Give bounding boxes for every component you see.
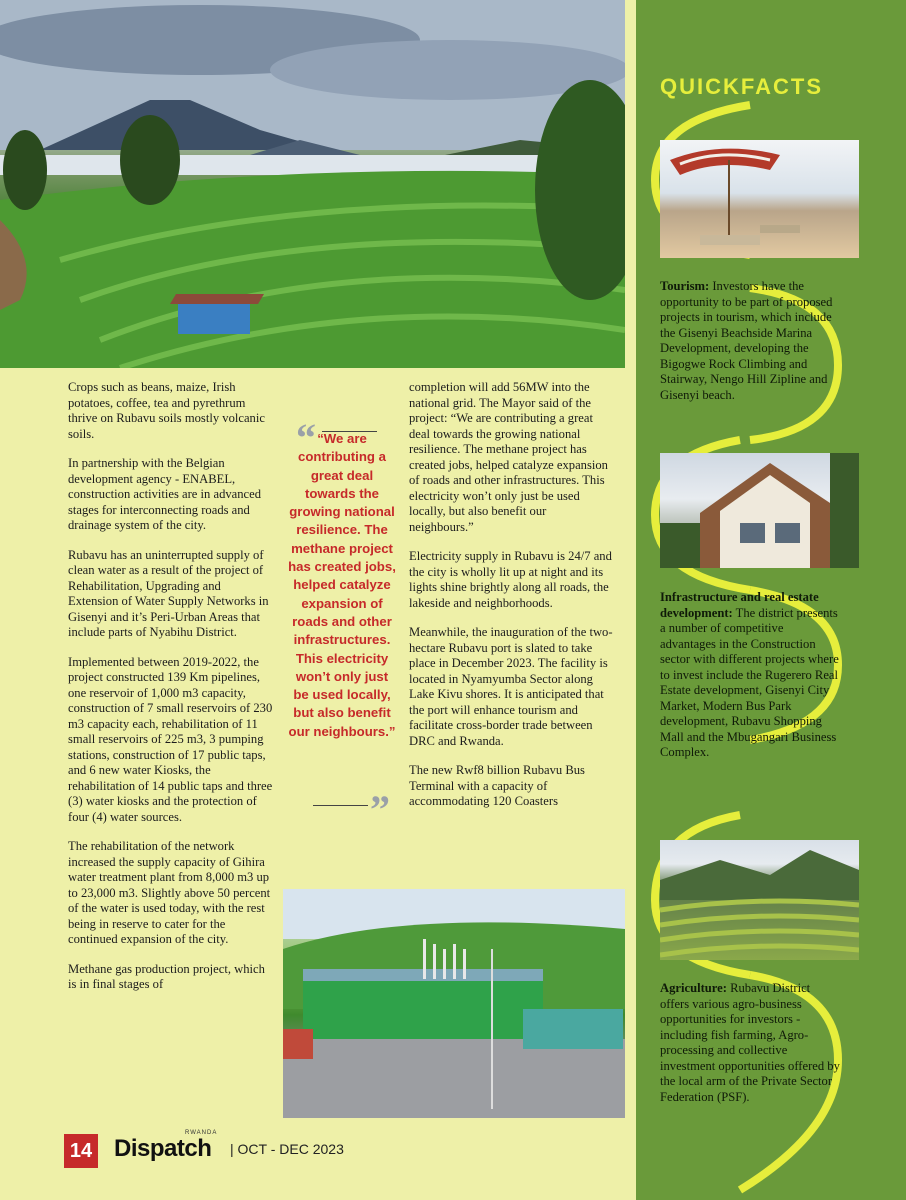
fact-body: The district presents a number of competitive advantages in the Construction sector with different projects where to invest include the Rugerero Real Estate development, Gisenyi City Market, Modern Bus Park development, Rubavu Shopping Mall and the Mbugangari Business Complex. — [660, 605, 839, 759]
paragraph: Implemented between 2019-2022, the project constructed 139 Km pipelines, one reservoir of 1,000 m3 capacity, construction of 7 small reservoirs of 230 m3 capacity each, rehabilitation of 11 small reservoirs of 225 m3, 3 pumping stations, construction of 17 public taps, and 6 new water Kiosks, the rehabilitation of 14 public taps and three (3) water kiosks and the protection of four (4) water sources. — [68, 654, 273, 824]
article-column-3 — [409, 380, 614, 824]
paragraph: The rehabilitation of the network increased the supply capacity of Gihira water treatment plant from 8,000 m3 up to 23,000 m3. Slightly above 50 percent of the water is used today, with the rest being in reserve to cater for the continued expansion of the city. — [68, 839, 271, 946]
fact-heading: Tourism: — [660, 279, 710, 293]
paragraph: Methane gas production project, which is in final stages of — [68, 961, 265, 991]
fact-heading: Agriculture: — [660, 981, 727, 995]
issue-date: | OCT - DEC 2023 — [230, 1141, 344, 1157]
hero-photo-tea-plantation — [0, 0, 625, 368]
open-quote-icon: “ — [296, 415, 316, 460]
pull-quote: “We are contributing a great deal towards the growing national resilience. The methane project has created jobs, helped catalyze expansion of roads and other infrastructures. This electricity won’t only just be used locally, but also benefit our neighbours.” — [288, 431, 396, 739]
fact-tourism — [660, 279, 840, 403]
close-quote-icon: ” — [370, 787, 390, 832]
quote-divider-bottom — [313, 805, 368, 806]
paragraph: Meanwhile, the inauguration of the two-hectare Rubavu port is slated to take place in December 2023. The facility is located in Nyamyumba Sector along Lake Kivu shores. It is anticipated that the port will enhance tourism and facilitate cross-border trade between DRC and Rwanda. — [409, 625, 613, 748]
methane-plant-photo — [283, 889, 625, 1118]
quickfacts-title: QUICKFACTS — [660, 74, 823, 99]
modern-building-photo — [660, 453, 859, 568]
page-number: 14 — [64, 1134, 98, 1168]
paragraph: In partnership with the Belgian development agency - ENABEL, construction activities are in advanced stages for interconnecting roads and drainage system of the city. — [68, 456, 262, 532]
fact-infrastructure — [660, 590, 840, 761]
paragraph: The new Rwf8 billion Rubavu Bus Terminal with a capacity of accommodating 120 Coasters — [409, 763, 585, 808]
fact-heading: Infrastructure and real estate development: — [660, 590, 819, 620]
fact-agriculture — [660, 981, 840, 1105]
paragraph: Electricity supply in Rubavu is 24/7 and the city is wholly lit up at night and its lights shine brightly along all roads, the lakeside and neighborhoods. — [409, 549, 612, 610]
fact-body: Investors have the opportunity to be part of proposed projects in tourism, which include the Gisenyi Beachside Marina Development, developing the Bigogwe Rock Climbing and Stairway, Nengo Hill Zipline and Gisenyi beach. — [660, 279, 833, 402]
fact-body: Rubavu District offers various agro-business opportunities for investors - including fish farming, Agro-processing and collective investment opportunities offered by the local arm of the Private Sector Federation (PSF). — [660, 981, 840, 1104]
agriculture-fields-photo — [660, 840, 859, 960]
paragraph: Crops such as beans, maize, Irish potatoes, coffee, tea and pyrethrum thrive on Rubavu soils mostly volcanic soils. — [68, 380, 265, 441]
paragraph: completion will add 56MW into the national grid. The Mayor said of the project: “We are contributing a great deal towards the growing national resilience. The methane project has created jobs, helped catalyze expansion of roads and other infrastructures. This electricity won’t only just be used locally, but also benefit our neighbours.” — [409, 380, 608, 534]
beach-umbrellas-photo — [660, 140, 859, 258]
article-column-1 — [68, 380, 273, 1007]
dispatch-logo: Dispatch — [114, 1135, 212, 1162]
logo-small-text: RWANDA — [185, 1130, 218, 1136]
paragraph: Rubavu has an uninterrupted supply of clean water as a result of the project of Rehabilitation, Upgrading and Extension of Water Supply Networks in Gisenyi and it’s Peri-Urban Areas that include parts of Nyabihu District. — [68, 547, 269, 639]
